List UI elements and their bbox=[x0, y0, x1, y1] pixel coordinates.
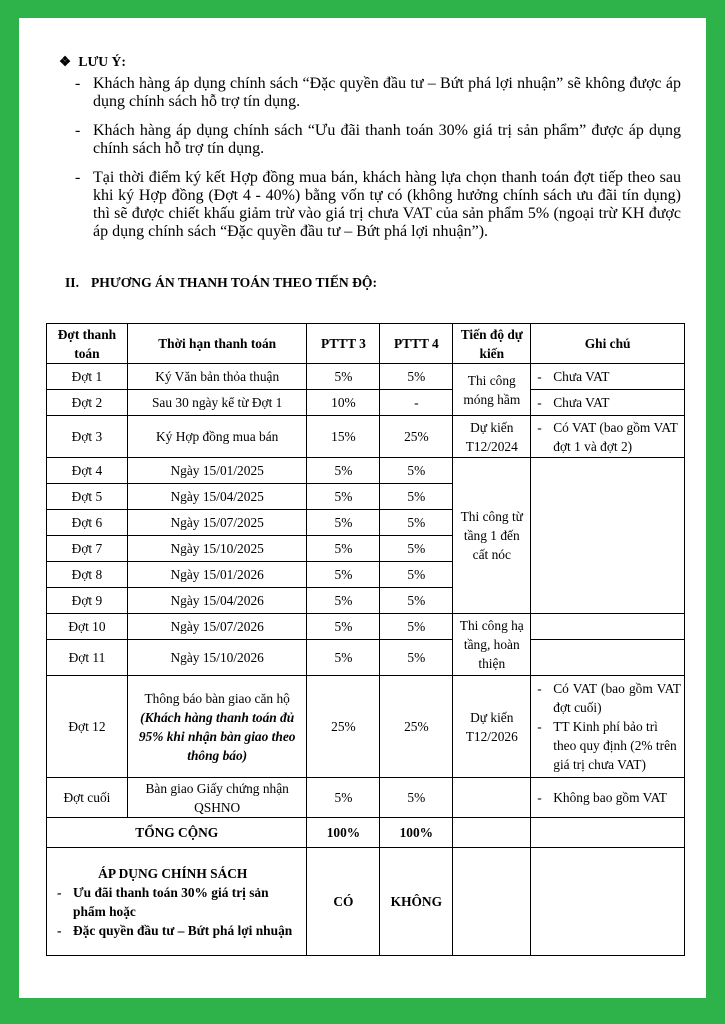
diamond-bullet-icon: ❖ bbox=[59, 54, 72, 69]
text-span: Tại thời điểm ký kết Hợp đồng mua bán, khách hàng lựa chọn thanh toán đợt tiếp theo sau khi ký Hợp đồng (Đợt 4 - 40%) bằng vốn tự có (không hưởng chính sách ưu đãi tín dụng) thì sẽ được chiết khấu giảm trừ vào giá trị chưa VAT của sản phẩm 5% (ngoại trừ KH được áp dụng chính sách “Đặc quyền đầu tư – Bứt phá lợi nhuận”). bbox=[93, 169, 681, 240]
text-span: Có VAT (bao gồm VAT đợt 1 và đợt 2) bbox=[553, 419, 678, 454]
table-cell: 5% bbox=[380, 364, 453, 390]
table-cell: Đợt 5 bbox=[47, 484, 128, 510]
col-header-pttt3: PTTT 3 bbox=[307, 324, 380, 364]
col-header-progress: Tiến độ dự kiến bbox=[453, 324, 531, 364]
table-cell: 5% bbox=[307, 484, 380, 510]
table-cell: KHÔNG bbox=[380, 848, 453, 956]
total-row bbox=[47, 818, 685, 848]
table-cell: 15% bbox=[307, 416, 380, 458]
table-cell bbox=[127, 676, 307, 778]
document-page bbox=[19, 18, 706, 998]
table-cell: CÓ bbox=[307, 848, 380, 956]
table-cell bbox=[453, 818, 531, 848]
table-cell: 10% bbox=[307, 390, 380, 416]
text-span: Chưa VAT bbox=[553, 395, 610, 410]
table-cell: Ký Hợp đồng mua bán bbox=[127, 416, 307, 458]
table-cell: 5% bbox=[380, 510, 453, 536]
table-cell: - Có VAT (bao gồm VAT đợt cuối) - TT Kinh phí bảo trì theo quy định (2% trên giá trị chưa VAT) bbox=[531, 676, 685, 778]
text-span: Khách hàng áp dụng chính sách “Ưu đãi thanh toán 30% giá trị sản phẩm” được áp dụng chính sách hỗ trợ tín dụng. bbox=[93, 122, 681, 157]
table-cell: 5% bbox=[307, 458, 380, 484]
table-header-row bbox=[47, 324, 685, 364]
table-cell: Thi công từ tầng 1 đến cất nóc bbox=[453, 458, 531, 614]
table-cell: 5% bbox=[307, 778, 380, 818]
text-span: TT Kinh phí bảo trì theo quy định (2% trên giá trị chưa VAT) bbox=[553, 719, 677, 772]
text-span: II. bbox=[65, 275, 79, 290]
table-cell: Ngày 15/04/2025 bbox=[127, 484, 307, 510]
table-cell: Ngày 15/10/2026 bbox=[127, 640, 307, 676]
table-cell: Đợt 4 bbox=[47, 458, 128, 484]
table-cell: 5% bbox=[380, 640, 453, 676]
table-cell: Ký Văn bản thỏa thuận bbox=[127, 364, 307, 390]
table-row bbox=[47, 778, 685, 818]
table-cell: Ngày 15/01/2025 bbox=[127, 458, 307, 484]
note-item: - Khách hàng áp dụng chính sách “Ưu đãi thanh toán 30% giá trị sản phẩm” được áp dụng chính sách hỗ trợ tín dụng. bbox=[75, 122, 681, 157]
table-cell bbox=[531, 458, 685, 614]
table-cell: Đợt 2 bbox=[47, 390, 128, 416]
table-cell: 5% bbox=[307, 510, 380, 536]
table-cell: Đợt cuối bbox=[47, 778, 128, 818]
table-cell bbox=[453, 778, 531, 818]
table-cell: 5% bbox=[380, 614, 453, 640]
text-span: Thông báo bàn giao căn hộ bbox=[144, 690, 290, 706]
table-row bbox=[47, 364, 685, 390]
section-heading bbox=[65, 275, 377, 291]
table-cell: Đợt 12 bbox=[47, 676, 128, 778]
text-span: Đặc quyền đầu tư – Bứt phá lợi nhuận bbox=[73, 922, 293, 938]
note-item: - Khách hàng áp dụng chính sách “Đặc quyền đầu tư – Bứt phá lợi nhuận” sẽ không được áp dụng chính sách hỗ trợ tín dụng. bbox=[75, 75, 681, 110]
col-header-pttt4: PTTT 4 bbox=[380, 324, 453, 364]
table-cell: 5% bbox=[380, 588, 453, 614]
col-header-deadline: Thời hạn thanh toán bbox=[127, 324, 307, 364]
table-cell: Đợt 8 bbox=[47, 562, 128, 588]
table-cell: 5% bbox=[380, 458, 453, 484]
table-cell: 100% bbox=[307, 818, 380, 848]
table-cell: 25% bbox=[307, 676, 380, 778]
table-cell: Đợt 9 bbox=[47, 588, 128, 614]
table-row bbox=[47, 640, 685, 676]
table-row bbox=[47, 614, 685, 640]
table-cell: Sau 30 ngày kể từ Đợt 1 bbox=[127, 390, 307, 416]
table-cell: Dự kiến T12/2024 bbox=[453, 416, 531, 458]
table-cell: Ngày 15/07/2025 bbox=[127, 510, 307, 536]
table-cell: Ngày 15/07/2026 bbox=[127, 614, 307, 640]
table-cell: Đợt 7 bbox=[47, 536, 128, 562]
text-span: Chưa VAT bbox=[553, 369, 610, 384]
text-span: Ưu đãi thanh toán 30% giá trị sản phẩm hoặc bbox=[73, 884, 269, 919]
policy-row bbox=[47, 848, 685, 956]
table-cell: 5% bbox=[307, 640, 380, 676]
table-cell: Ngày 15/04/2026 bbox=[127, 588, 307, 614]
table-row bbox=[47, 390, 685, 416]
table-cell bbox=[531, 640, 685, 676]
col-header-notes: Ghi chú bbox=[531, 324, 685, 364]
col-header-phase: Đợt thanh toán bbox=[47, 324, 128, 364]
table-cell: Đợt 3 bbox=[47, 416, 128, 458]
table-cell: Thi công hạ tầng, hoàn thiện bbox=[453, 614, 531, 676]
table-cell: Ngày 15/10/2025 bbox=[127, 536, 307, 562]
text-span: ÁP DỤNG CHÍNH SÁCH bbox=[98, 865, 248, 881]
text-span: PHƯƠNG ÁN THANH TOÁN THEO TIẾN ĐỘ: bbox=[91, 275, 378, 290]
table-cell: 5% bbox=[380, 484, 453, 510]
table-row bbox=[47, 416, 685, 458]
note-item: - Tại thời điểm ký kết Hợp đồng mua bán, khách hàng lựa chọn thanh toán đợt tiếp theo sau khi ký Hợp đồng (Đợt 4 - 40%) bằng vốn tự có (không hưởng chính sách ưu đãi tín dụng) thì sẽ được chiết khấu giảm trừ vào giá trị chưa VAT của sản phẩm 5% (ngoại trừ KH được áp dụng chính sách “Đặc quyền đầu tư – Bứt phá lợi nhuận”). bbox=[75, 169, 681, 240]
table-cell bbox=[531, 614, 685, 640]
table-cell: 5% bbox=[380, 536, 453, 562]
table-cell: Đợt 10 bbox=[47, 614, 128, 640]
table-cell: 5% bbox=[307, 588, 380, 614]
table-cell: 5% bbox=[307, 614, 380, 640]
table-cell: - Chưa VAT bbox=[531, 390, 685, 416]
table-cell: 5% bbox=[307, 364, 380, 390]
notes-heading bbox=[59, 54, 126, 70]
table-row bbox=[47, 458, 685, 484]
table-cell: - Không bao gồm VAT bbox=[531, 778, 685, 818]
table-cell: 5% bbox=[380, 778, 453, 818]
table-cell: 5% bbox=[380, 562, 453, 588]
table-cell: ÁP DỤNG CHÍNH SÁCH - Ưu đãi thanh toán 30% giá trị sản phẩm hoặc - Đặc quyền đầu tư – Bứt phá lợi nhuận bbox=[47, 848, 307, 956]
table-cell: Bàn giao Giấy chứng nhận QSHNO bbox=[127, 778, 307, 818]
text-span: Không bao gồm VAT bbox=[553, 790, 667, 805]
table-cell: Đợt 1 bbox=[47, 364, 128, 390]
table-cell: Đợt 11 bbox=[47, 640, 128, 676]
table-cell: 25% bbox=[380, 676, 453, 778]
table-cell: 25% bbox=[380, 416, 453, 458]
table-cell: 100% bbox=[380, 818, 453, 848]
text-span: (Khách hàng thanh toán đủ 95% khi nhận bàn giao theo thông báo) bbox=[138, 709, 296, 763]
table-cell: - Có VAT (bao gồm VAT đợt 1 và đợt 2) bbox=[531, 416, 685, 458]
table-cell: - bbox=[380, 390, 453, 416]
table-cell: Thi công móng hầm bbox=[453, 364, 531, 416]
table-row bbox=[47, 676, 685, 778]
table-cell: Đợt 6 bbox=[47, 510, 128, 536]
text-span: Khách hàng áp dụng chính sách “Đặc quyền đầu tư – Bứt phá lợi nhuận” sẽ không được áp dụng chính sách hỗ trợ tín dụng. bbox=[93, 75, 681, 110]
payment-schedule-table bbox=[46, 323, 685, 956]
table-cell: 5% bbox=[307, 562, 380, 588]
text-span: LƯU Ý: bbox=[78, 54, 126, 69]
table-cell bbox=[453, 848, 531, 956]
table-cell: TỔNG CỘNG bbox=[47, 818, 307, 848]
table-cell: Ngày 15/01/2026 bbox=[127, 562, 307, 588]
text-span: Có VAT (bao gồm VAT đợt cuối) bbox=[553, 681, 681, 715]
table-cell bbox=[531, 848, 685, 956]
table-cell: 5% bbox=[307, 536, 380, 562]
table-cell bbox=[531, 818, 685, 848]
table-cell: Dự kiến T12/2026 bbox=[453, 676, 531, 778]
table-cell: - Chưa VAT bbox=[531, 364, 685, 390]
